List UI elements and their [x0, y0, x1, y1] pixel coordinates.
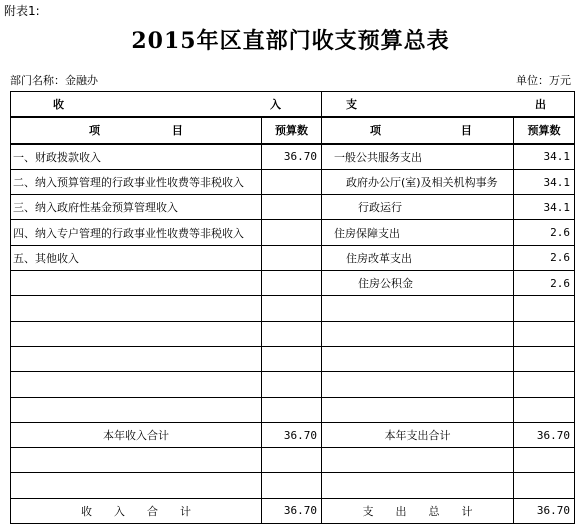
- income-amount-cell: [262, 296, 322, 321]
- page-title: 2015年区直部门收支预算总表: [131, 28, 450, 54]
- expense-item-cell: [322, 372, 514, 397]
- table-row: [11, 220, 575, 245]
- expense-amount-cell: [514, 346, 575, 371]
- expense-header-left: 支: [346, 98, 357, 112]
- income-amount-cell: [262, 220, 322, 245]
- table-row: [11, 296, 575, 321]
- budget-table: [10, 91, 575, 524]
- expense-item-cell: 住房保障支出: [322, 220, 514, 245]
- expense-amount-cell: 2.6: [514, 271, 575, 296]
- expense-amount-cell: 36.70: [514, 498, 575, 523]
- expense-amount-cell: [514, 321, 575, 346]
- income-amount-cell: [262, 397, 322, 422]
- table-row: [11, 473, 575, 498]
- expense-section-header: [322, 92, 575, 118]
- income-item-cell: [11, 296, 262, 321]
- table-row: [11, 372, 575, 397]
- income-item-cell: 二、纳入预算管理的行政事业性收费等非税收入: [11, 169, 262, 194]
- expense-amount-cell: 2.6: [514, 245, 575, 270]
- expense-amount-cell: [514, 397, 575, 422]
- income-amount-cell: [262, 271, 322, 296]
- table-row: [11, 422, 575, 447]
- income-budget-header: 预算数: [262, 117, 322, 143]
- expense-item-cell: [322, 346, 514, 371]
- expense-item-cell: 政府办公厅(室)及相关机构事务: [322, 169, 514, 194]
- income-amount-cell: [262, 346, 322, 371]
- income-item-header-right: 目: [171, 124, 183, 138]
- table-row: [11, 346, 575, 371]
- income-header-left: 收: [53, 98, 64, 112]
- income-item-cell: 收 入 合 计: [11, 498, 262, 523]
- income-item-cell: [11, 397, 262, 422]
- income-amount-cell: [262, 372, 322, 397]
- expense-item-header: [322, 117, 514, 143]
- income-item-cell: 四、纳入专户管理的行政事业性收费等非税收入: [11, 220, 262, 245]
- table-row: [11, 498, 575, 523]
- income-item-cell: 三、纳入政府性基金预算管理收入: [11, 195, 262, 220]
- expense-amount-cell: 36.70: [514, 422, 575, 447]
- table-row: [11, 321, 575, 346]
- expense-item-header-right: 目: [460, 124, 472, 138]
- income-item-cell: [11, 448, 262, 473]
- column-header-row: [11, 117, 575, 143]
- income-section-header: [11, 92, 322, 118]
- expense-amount-cell: 2.6: [514, 220, 575, 245]
- income-item-cell: 本年收入合计: [11, 422, 262, 447]
- expense-amount-cell: 34.1: [514, 195, 575, 220]
- expense-item-cell: [322, 296, 514, 321]
- expense-amount-cell: 34.1: [514, 144, 575, 170]
- department-label: 部门名称：金融办: [10, 74, 98, 87]
- expense-item-cell: 行政运行: [322, 195, 514, 220]
- expense-item-cell: [322, 321, 514, 346]
- expense-item-cell: 住房改革支出: [322, 245, 514, 270]
- income-header-right: 入: [270, 98, 281, 112]
- table-row: [11, 271, 575, 296]
- income-item-header: [11, 117, 262, 143]
- expense-item-cell: [322, 473, 514, 498]
- table-row: [11, 195, 575, 220]
- table-row: [11, 144, 575, 170]
- expense-header-right: 出: [535, 98, 546, 112]
- expense-amount-cell: [514, 473, 575, 498]
- attachment-label: 附表1:: [4, 4, 40, 18]
- income-item-cell: [11, 346, 262, 371]
- expense-item-cell: 支 出 总 计: [322, 498, 514, 523]
- section-header-row: [11, 92, 575, 118]
- income-item-cell: [11, 321, 262, 346]
- expense-amount-cell: [514, 296, 575, 321]
- expense-item-cell: 住房公积金: [322, 271, 514, 296]
- expense-budget-header: 预算数: [514, 117, 575, 143]
- income-item-cell: 一、财政拨款收入: [11, 144, 262, 170]
- income-item-cell: [11, 271, 262, 296]
- income-amount-cell: [262, 321, 322, 346]
- unit-label: 单位：万元: [516, 74, 571, 87]
- income-item-header-left: 项: [89, 124, 100, 138]
- income-item-cell: [11, 372, 262, 397]
- income-amount-cell: 36.70: [262, 498, 322, 523]
- table-row: [11, 245, 575, 270]
- income-amount-cell: [262, 245, 322, 270]
- expense-item-cell: 本年支出合计: [322, 422, 514, 447]
- expense-item-cell: [322, 397, 514, 422]
- table-row: [11, 397, 575, 422]
- income-amount-cell: [262, 448, 322, 473]
- expense-amount-cell: [514, 372, 575, 397]
- income-amount-cell: [262, 195, 322, 220]
- expense-amount-cell: 34.1: [514, 169, 575, 194]
- expense-item-cell: [322, 448, 514, 473]
- expense-item-header-left: 项: [370, 124, 381, 138]
- expense-amount-cell: [514, 448, 575, 473]
- expense-item-cell: 一般公共服务支出: [322, 144, 514, 170]
- income-amount-cell: [262, 473, 322, 498]
- income-amount-cell: 36.70: [262, 422, 322, 447]
- income-item-cell: [11, 473, 262, 498]
- income-amount-cell: [262, 169, 322, 194]
- table-row: [11, 448, 575, 473]
- income-amount-cell: 36.70: [262, 144, 322, 170]
- income-item-cell: 五、其他收入: [11, 245, 262, 270]
- table-row: [11, 169, 575, 194]
